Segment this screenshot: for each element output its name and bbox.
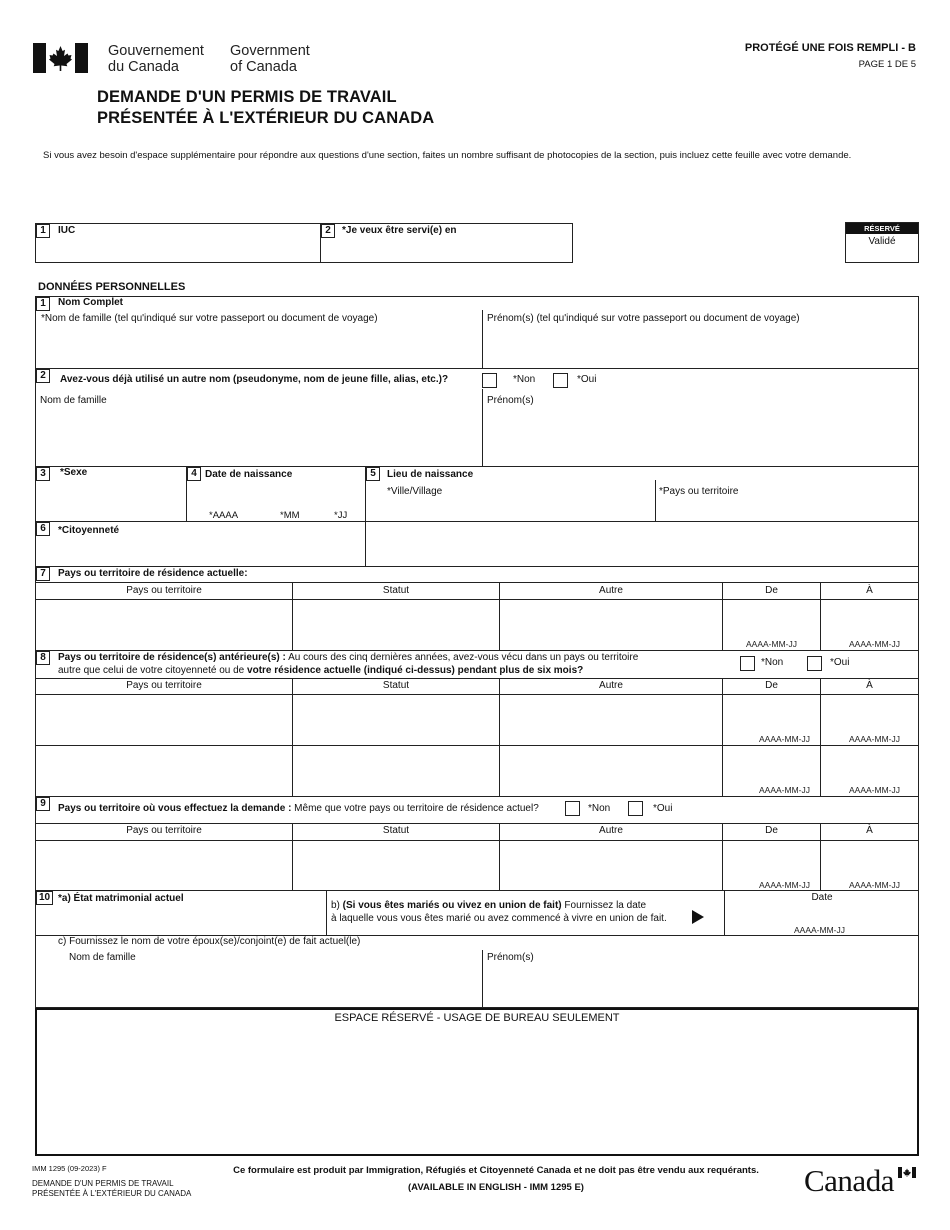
dob-month-format: *MM <box>280 510 300 521</box>
arrow-right-icon <box>692 910 704 924</box>
prev-to-1-date[interactable] <box>822 696 916 730</box>
uci-input[interactable] <box>36 240 319 262</box>
field-number: 10 <box>36 891 53 905</box>
spouse-name-question: c) Fournissez le nom de votre époux(se)/conjoint(e) de fait actuel(le) <box>58 936 361 947</box>
prev-from-2-date[interactable] <box>724 747 818 781</box>
service-language-label: *Je veux être servi(e) en <box>342 225 457 236</box>
form-title-line-1: DEMANDE D'UN PERMIS DE TRAVAIL <box>97 88 397 106</box>
reserved-label: RÉSERVÉ <box>846 223 918 234</box>
spouse-given-name-label: Prénom(s) <box>487 952 534 963</box>
residence-from-date[interactable] <box>724 601 818 637</box>
canada-flag-icon <box>33 43 88 73</box>
residence-status-select[interactable] <box>294 601 497 649</box>
full-name-label: Nom Complet <box>58 297 123 308</box>
form-name-footer-line-1: DEMANDE D'UN PERMIS DE TRAVAIL <box>32 1179 174 1188</box>
date-format: AAAA-MM-JJ <box>759 734 810 744</box>
birth-city-label: *Ville/Village <box>387 486 443 497</box>
other-given-name-input[interactable] <box>485 408 915 463</box>
field-number: 6 <box>36 522 50 536</box>
no-label: *Non <box>588 803 611 814</box>
application-status-select[interactable] <box>294 842 497 889</box>
date-format: AAAA-MM-JJ <box>849 785 900 795</box>
marriage-date-label: Date <box>811 892 833 903</box>
canada-wordmark: Canada <box>804 1163 894 1198</box>
sex-select[interactable] <box>38 482 182 518</box>
marriage-date-text: Fournissez la date <box>561 900 647 911</box>
footer-notice: Ce formulaire est produit par Immigration, Réfugiés et Citoyenneté Canada et ne doit pas être vendu aux requérants. <box>233 1165 759 1176</box>
spouse-family-name-label: Nom de famille <box>69 952 136 963</box>
col-to: À <box>866 680 873 691</box>
instructions-text: Si vous avez besoin d'espace supplémentaire pour répondre aux questions d'une section, faites un nombre suffisant de photocopies de la section, puis incluez cette feuille avec votre demande. <box>43 150 852 161</box>
prev-country-2-select[interactable] <box>37 747 290 795</box>
other-name-yes-checkbox[interactable] <box>553 373 568 388</box>
col-other: Autre <box>599 825 623 836</box>
marriage-date-prefix: b) <box>331 900 343 911</box>
prev-from-1-date[interactable] <box>724 696 818 730</box>
application-other-input[interactable] <box>501 842 720 889</box>
wordmark-flag-icon <box>898 1167 916 1178</box>
field-number: 4 <box>187 467 201 481</box>
marriage-date-condition: (Si vous êtes mariés ou vivez en union de fait) <box>342 900 562 911</box>
col-status: Statut <box>382 680 410 691</box>
yes-label: *Oui <box>830 657 850 668</box>
application-country-text: Même que votre pays ou territoire de résidence actuel? <box>291 803 539 814</box>
col-other: Autre <box>599 585 623 596</box>
dob-input[interactable] <box>200 485 360 507</box>
current-residence-label: Pays ou territoire de résidence actuelle: <box>58 568 248 579</box>
prev-to-2-date[interactable] <box>822 747 916 781</box>
prev-other-2-input[interactable] <box>501 747 720 795</box>
uci-label: IUC <box>58 225 76 236</box>
date-format: AAAA-MM-JJ <box>849 639 900 649</box>
prev-country-1-select[interactable] <box>37 696 290 743</box>
marriage-date-input[interactable] <box>740 906 910 924</box>
dob-day-format: *JJ <box>334 510 348 521</box>
marriage-date-text-2: à laquelle vous vous êtes marié ou avez commencé à vivre en union de fait. <box>331 913 667 924</box>
office-use-box <box>35 1008 919 1156</box>
protected-label: PROTÉGÉ UNE FOIS REMPLI - B <box>744 42 916 54</box>
date-format: AAAA-MM-JJ <box>849 880 900 890</box>
form-name-footer-line-2: PRÉSENTÉE À L'EXTÉRIEUR DU CANADA <box>32 1189 192 1198</box>
section-title: DONNÉES PERSONNELLES <box>38 281 186 293</box>
col-from: De <box>765 585 778 596</box>
given-name-label: Prénom(s) (tel qu'indiqué sur votre passeport ou document de voyage) <box>487 313 800 324</box>
date-format: AAAA-MM-JJ <box>746 639 797 649</box>
col-to: À <box>866 585 873 596</box>
previous-residence-question <box>58 651 738 677</box>
date-format: AAAA-MM-JJ <box>794 925 845 935</box>
birth-city-input[interactable] <box>384 499 650 519</box>
birth-country-select[interactable] <box>658 499 916 519</box>
prev-status-2-select[interactable] <box>294 747 497 795</box>
application-country-no-checkbox[interactable] <box>565 801 580 816</box>
residence-country-select[interactable] <box>37 601 290 649</box>
other-name-no-checkbox[interactable] <box>482 373 497 388</box>
field-number: 1 <box>36 224 50 238</box>
field-number: 8 <box>36 651 50 665</box>
other-family-name-label: Nom de famille <box>40 395 107 406</box>
col-country: Pays ou territoire <box>126 825 202 836</box>
previous-residence-no-checkbox[interactable] <box>740 656 755 671</box>
col-from: De <box>765 825 778 836</box>
family-name-input[interactable] <box>38 326 478 366</box>
col-country: Pays ou territoire <box>126 585 202 596</box>
date-format: AAAA-MM-JJ <box>849 734 900 744</box>
form-title-line-2: PRÉSENTÉE À L'EXTÉRIEUR DU CANADA <box>97 109 435 127</box>
form-code: IMM 1295 (09-2023) F <box>32 1164 107 1173</box>
col-from: De <box>765 680 778 691</box>
previous-residence-yes-checkbox[interactable] <box>807 656 822 671</box>
date-format: AAAA-MM-JJ <box>759 880 810 890</box>
dob-label: Date de naissance <box>205 469 293 480</box>
marriage-date-question <box>331 899 667 925</box>
office-use-label: ESPACE RÉSERVÉ - USAGE DE BUREAU SEULEMENT <box>334 1012 620 1024</box>
other-given-name-label: Prénom(s) <box>487 395 534 406</box>
dob-year-format: *AAAA <box>209 510 239 521</box>
col-status: Statut <box>382 825 410 836</box>
form-name-footer <box>32 1179 191 1199</box>
previous-residence-text: Au cours des cinq dernières années, avez-vous vécu dans un pays ou territoire <box>285 652 639 663</box>
col-to: À <box>866 825 873 836</box>
application-country-select[interactable] <box>37 842 290 889</box>
field-number: 2 <box>36 369 50 383</box>
other-family-name-input[interactable] <box>38 408 478 463</box>
field-number: 1 <box>36 297 50 311</box>
gov-name-fr <box>108 43 204 75</box>
marital-status-label: *a) État matrimonial actuel <box>58 893 184 904</box>
birthplace-label: Lieu de naissance <box>387 469 474 480</box>
gov-fr-line-2: du Canada <box>108 59 179 75</box>
field-number: 9 <box>36 797 50 811</box>
spouse-family-name-input[interactable] <box>66 966 478 1004</box>
family-name-label: *Nom de famille (tel qu'indiqué sur votre passeport ou document de voyage) <box>41 313 378 324</box>
available-in-english: (AVAILABLE IN ENGLISH - IMM 1295 E) <box>408 1182 584 1193</box>
col-country: Pays ou territoire <box>126 680 202 691</box>
gov-en-line-1: Government <box>230 43 310 59</box>
no-label: *Non <box>513 374 536 385</box>
previous-residence-title: Pays ou territoire de résidence(s) antérieure(s) : <box>58 652 286 663</box>
birth-country-label: *Pays ou territoire <box>659 486 739 497</box>
gov-en-line-2: of Canada <box>230 59 297 75</box>
col-status: Statut <box>382 585 410 596</box>
no-label: *Non <box>761 657 784 668</box>
col-other: Autre <box>599 680 623 691</box>
field-number: 2 <box>321 224 335 238</box>
citizenship-label: *Citoyenneté <box>58 525 120 536</box>
application-country-title: Pays ou territoire où vous effectuez la demande : <box>58 803 292 814</box>
gov-name-en <box>230 43 310 75</box>
yes-label: *Oui <box>577 374 597 385</box>
application-country-question <box>58 803 539 814</box>
marital-status-select[interactable] <box>58 908 322 932</box>
previous-residence-text-2: autre que celui de votre citoyenneté ou de <box>58 665 248 676</box>
application-from-date[interactable] <box>724 842 818 876</box>
prev-other-1-input[interactable] <box>501 696 720 743</box>
field-number: 3 <box>36 467 50 481</box>
prev-status-1-select[interactable] <box>294 696 497 743</box>
residence-other-input[interactable] <box>501 601 720 649</box>
service-language-select[interactable] <box>321 240 571 262</box>
residence-to-date[interactable] <box>822 601 916 637</box>
field-number: 5 <box>366 467 380 481</box>
sex-label: *Sexe <box>60 467 88 478</box>
application-to-date[interactable] <box>822 842 916 876</box>
yes-label: *Oui <box>653 803 673 814</box>
application-country-yes-checkbox[interactable] <box>628 801 643 816</box>
other-name-question: Avez-vous déjà utilisé un autre nom (pseudonyme, nom de jeune fille, alias, etc.)? <box>60 374 449 385</box>
given-name-input[interactable] <box>485 326 915 366</box>
page-number: PAGE 1 DE 5 <box>858 59 916 70</box>
spouse-given-name-input[interactable] <box>485 966 915 1004</box>
previous-residence-text-3: votre résidence actuelle (indiqué ci-dessus) pendant plus de six mois? <box>247 665 584 676</box>
validated-label: Validé <box>868 236 896 247</box>
field-number: 7 <box>36 567 50 581</box>
date-format: AAAA-MM-JJ <box>759 785 810 795</box>
gov-fr-line-1: Gouvernement <box>108 43 204 59</box>
form-title <box>97 87 434 129</box>
citizenship-select[interactable] <box>368 524 916 564</box>
